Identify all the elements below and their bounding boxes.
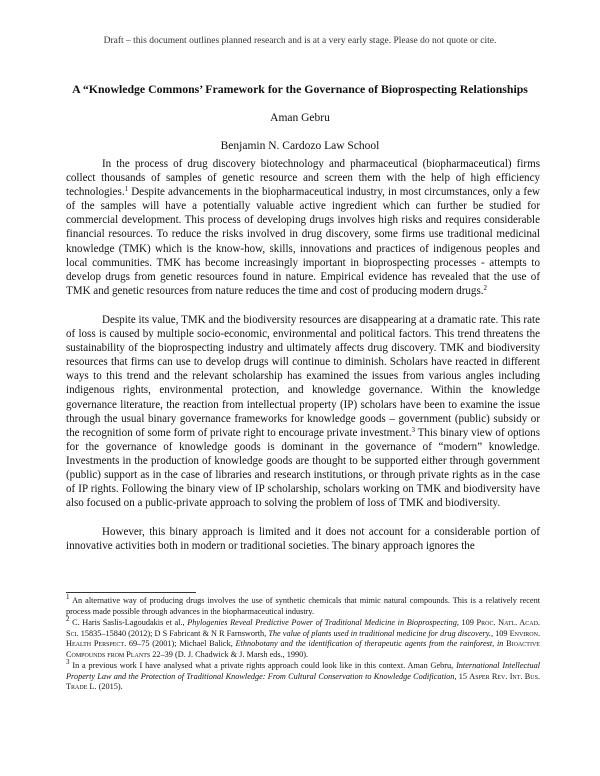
body-text [66,157,540,553]
paragraph-1-text-a: In the process of drug discovery biotechnology and pharmaceutical (biopharmaceutical) firms collect thousands of samples of genetic resource and screen them with the help of high efficiency technologies. [66,158,540,199]
footnote-2-text: 69–75 (2001); Michael Balick, [126,639,236,648]
footnote-3-cited-title: International Intellectual Property Law and the Protection of Traditional Knowledge: From Cultural Conservation to Knowledge Codification [66,661,540,681]
footnote-2-text: , 109 [456,618,477,627]
footnote-3-text: In a previous work I have analysed what a private rights approach could look like in this context. Aman Gebru, [69,661,457,670]
paragraph-1 [66,157,540,298]
paragraph-2-text-a: Despite its value, TMK and the biodiversity resources are disappearing at a dramatic rate. This rate of loss is caused by multiple socio-economic, environmental and political factors. This trend threatens the sustainability of the bioprospecting industry and ultimately affects drug discovery. TMK and biodiversity resources that firms can use to develop drugs will continue to diminish. Scholars have reacted in different ways to this trend and the relevant scholarship has examined the issues from various angles including indigenous rights, environmental protection, and knowledge governance. Within the knowledge governance literature, the reaction from intellectual property (IP) scholars have been to examine the issue through the usual binary governance frameworks for knowledge goods – government (public) subsidy or the recognition of some form of private right to encourage private investment. [66,313,540,439]
footnote-separator [66,592,196,593]
paragraph-2 [66,313,540,510]
footnote-2-number: 2 [66,615,70,623]
footnote-ref-2[interactable]: 2 [483,283,487,292]
footnote-2 [66,615,541,660]
paragraph-1-text-b: Despite advancements in the biopharmaceutical industry, in most circumstances, only a few of the samples will have a potentially valuable active ingredient which can further be studied for commercial development. This process of developing drugs involves high risks and requires considerable financial resources. To reduce the risks involved in drug discovery, some firms use traditional medicinal knowledge (TMK) which is the know-how, skills, innovations and practices of indigenous peoples and local communities. TMK has become increasingly important in bioprospecting processes - attempts to develop drugs from genetic resources found in nature. Empirical evidence has revealed that the use of TMK and genetic resources from nature reduces the time and cost of producing modern drugs. [66,186,540,297]
footnote-3 [66,658,541,693]
footnote-3-text: (2015). [96,682,123,691]
footnote-3-number: 3 [66,658,70,666]
author-name: Aman Gebru [270,112,330,124]
footnote-2-cited-title: The value of plants used in traditional medicine for drug discovery. [268,628,491,638]
draft-notice: Draft – this document outlines planned research and is at a very early stage. Please do not quote or cite. [103,36,497,46]
footnote-2-cited-title: Ethnobotany and the identification of therapeutic agents from the rainforest, in [235,639,507,648]
footnote-2-text: C. Haris Saslis-Lagoudakis et al., [69,618,188,627]
footnotes [66,593,541,694]
footnote-3-journal: Asper Rev. Int. Bus. Trade L. [66,671,541,691]
footnote-3-text: , 15 [454,671,470,681]
paragraph-3 [66,525,540,553]
footnote-ref-3[interactable]: 3 [411,425,415,434]
footnote-2-text: , 109 [490,628,510,638]
footnote-1-text: An alternative way of producing drugs involves the use of synthetic chemicals that mimic natural compounds. This is a relatively recent process made possible through advances in the biopharmaceutical industry. [66,596,540,616]
footnote-2-book: Bioactive Compounds from Plants [66,639,540,659]
footnote-2-text: 22–39 (D. J. Chadwick & J. Marsh eds., 1990). [150,649,309,659]
footnote-2-text: 15835–15840 (2012); D S Fabricant & N R Farnsworth, [78,628,269,638]
footnote-ref-1[interactable]: 1 [124,185,129,194]
footnote-1 [66,593,540,617]
paragraph-3-text: However, this binary approach is limited and it does not account for a considerable portion of innovative activities both in modern or traditional societies. The binary approach ignores the [66,526,540,553]
paragraph-2-text-b: This binary view of options for the governance of knowledge goods is dominant in the governance of “modern” knowledge. Investments in the production of knowledge goods are thought to be supported either through government (public) support as in the case of libraries and research institutions, or through private rights as in the case of IP rights. Following the binary view of IP scholarship, scholars working on TMK and biodiversity have also focused on a public-private approach to solving the problem of loss of TMK and biodiversity. [66,426,540,510]
footnote-2-cited-title: Phylogenies Reveal Predictive Power of Traditional Medicine in Bioprospecting [187,618,457,627]
footnote-2-journal: Proc. Natl. Acad. Sci. [66,618,540,638]
author-affiliation: Benjamin N. Cardozo Law School [220,140,380,152]
paper-title: A “Knowledge Commons’ Framework for the Governance of Bioprospecting Relationships [72,82,528,96]
footnote-1-number: 1 [66,593,70,601]
footnote-2-journal: Environ. Health Perspect. [66,628,541,648]
